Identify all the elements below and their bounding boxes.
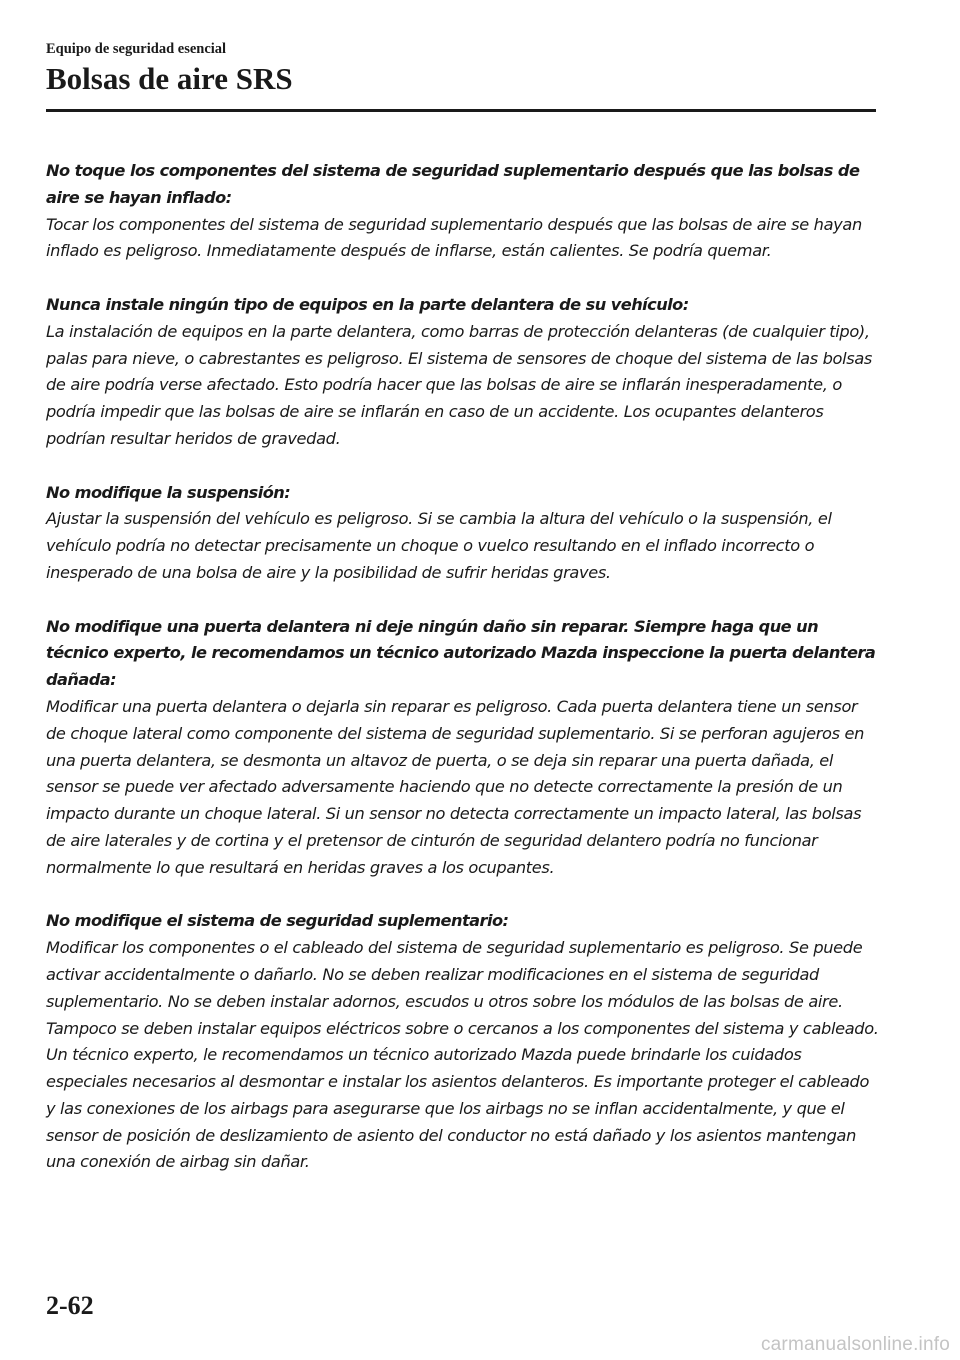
warning-block-front-door (46, 614, 881, 882)
warning-body: La instalación de equipos en la parte delantera, como barras de protección delanteras (de cualquier tipo), palas para nieve, o cabrestantes es peligroso. El sistema de sensores de choque del sistema de las bolsas de aire podría verse afectado. Esto podría hacer que las bolsas de aire se inflarán inesperadamente, o podría impedir que las bolsas de aire se inflarán en caso de un accidente. Los ocupantes delanteros podrían resultar heridos de gravedad. (46, 321, 872, 448)
warning-block-no-srs-mod (46, 908, 881, 1176)
warning-block-no-suspension-mod (46, 480, 881, 587)
page-number: 2-62 (46, 1291, 94, 1320)
warning-body: Ajustar la suspensión del vehículo es peligroso. Si se cambia la altura del vehículo o la suspensión, el vehículo podría no detectar precisamente un choque o vuelco resultando en el inflado incorrecto o inesperado de una bolsa de aire y la posibilidad de sufrir heridas graves. (46, 509, 832, 582)
page-header (46, 40, 876, 99)
warning-heading: No modifique la suspensión: (46, 482, 291, 502)
warning-content (46, 158, 881, 1203)
warning-body: Modificar los componentes o el cableado del sistema de seguridad suplementario es peligroso. Se puede activar accidentalmente o dañarlo. No se deben realizar modificaciones en el sistema de seguridad suplementario. No se deben instalar adornos, escudos u otros sobre los módulos de las bolsas de aire. Tampoco se deben instalar equipos eléctricos sobre o cercanos a los componentes del sistema y cableado. Un técnico experto, le recomendamos un técnico autorizado Mazda puede brindarle los cuidados especiales necesarios al desmontar e instalar los asientos delanteros. Es importante proteger el cableado y las conexiones de los airbags para asegurarse que los airbags no se inflan accidentalmente, y que el sensor de posición de deslizamiento de asiento del conductor no está dañado y los asientos mantengan una conexión de airbag sin dañar. (46, 938, 879, 1172)
warning-block-no-front-equipment (46, 292, 881, 453)
watermark: carmanualsonline.info (760, 1334, 950, 1355)
warning-body: Modificar una puerta delantera o dejarla sin reparar es peligroso. Cada puerta delantera tiene un sensor de choque lateral como componente del sistema de seguridad suplementario. Si se perforan agujeros en una puerta delantera, se desmonta un altavoz de puerta, o se deja sin reparar una puerta dañada, el sensor se puede ver afectado adversamente haciendo que no detecte correctamente la presión de un impacto durante un choque lateral. Si un sensor no detecta correctamente un impacto lateral, las bolsas de aire laterales y de cortina y el pretensor de cinturón de seguridad delantero podría no funcionar normalmente lo que resultará en heridas graves a los ocupantes. (46, 696, 865, 877)
page-title: Bolsas de aire SRS (46, 61, 293, 96)
warning-block-no-touch-components (46, 158, 881, 265)
section-label: Equipo de seguridad esencial (46, 41, 227, 57)
warning-body: Tocar los componentes del sistema de seguridad suplementario después que las bolsas de aire se hayan inflado es peligroso. Inmediatamente después de inflarse, están calientes. Se podría quemar. (46, 214, 862, 261)
warning-heading: Nunca instale ningún tipo de equipos en la parte delantera de su vehículo: (46, 294, 689, 314)
warning-heading: No modifique el sistema de seguridad suplementario: (46, 911, 509, 931)
warning-heading: No modifique una puerta delantera ni deje ningún daño sin reparar. Siempre haga que un técnico experto, le recomendamos un técnico autorizado Mazda inspeccione la puerta delantera dañada: (46, 616, 876, 690)
warning-heading: No toque los componentes del sistema de seguridad suplementario después que las bolsas de aire se hayan inflado: (46, 161, 860, 207)
title-divider (46, 109, 876, 112)
